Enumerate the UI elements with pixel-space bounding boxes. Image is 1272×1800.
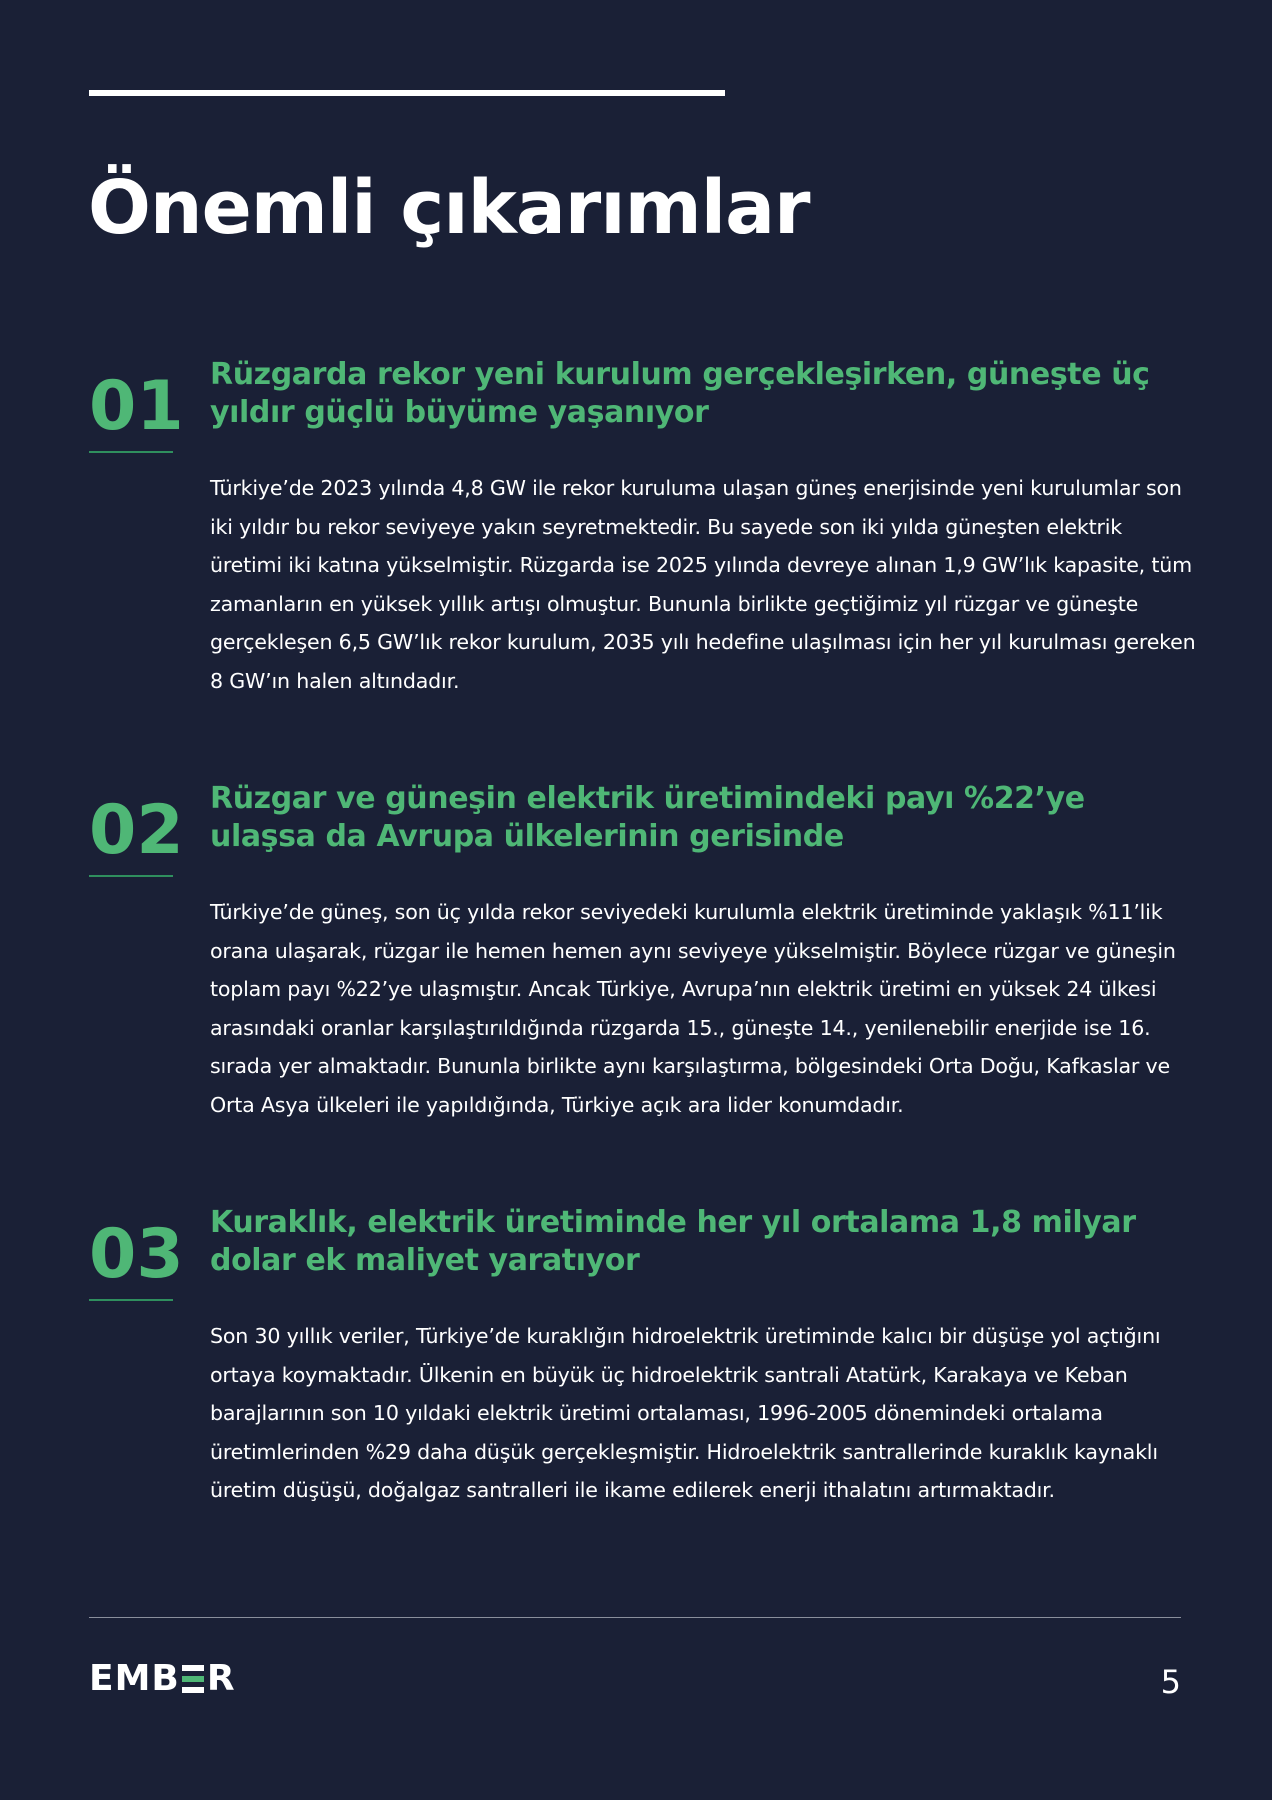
takeaway-heading: Rüzgar ve güneşin elektrik üretimindeki payı %22’ye ulaşsa da Avrupa ülkelerinin gerisinde [210, 781, 1085, 854]
takeaway-number-rule [89, 1299, 173, 1301]
page-title: Önemli çıkarımlar [88, 165, 810, 251]
takeaway-body: Son 30 yıllık veriler, Türkiye’de kuraklığın hidroelektrik üretiminde kalıcı bir düşüşe yol açtığını ortaya koymaktadır. Ülkenin en büyük üç hidroelektrik santrali Atatürk, Karakaya ve Keban barajlarının son 10 yıldaki elektrik üretimi ortalaması, 1996-2005 dönemindeki ortalama üretimlerinden %29 daha düşük gerçekleşmiştir. Hidroelektrik santrallerinde kuraklık kaynaklı üretim düşüşü, doğalgaz santralleri ile ikame edilerek enerji ithalatını artırmaktadır. [210, 1324, 1161, 1503]
takeaway-heading: Kuraklık, elektrik üretiminde her yıl ortalama 1,8 milyar dolar ek maliyet yaratıyor [210, 1205, 1136, 1278]
ember-logo [89, 1658, 236, 1699]
page-number: 5 [1160, 1663, 1181, 1701]
takeaway-number: 03 [89, 1215, 184, 1294]
footer-rule [89, 1617, 1181, 1618]
takeaway-number-rule [89, 451, 173, 453]
takeaway-heading: Rüzgarda rekor yeni kurulum gerçekleşirken, güneşte üç yıldır güçlü büyüme yaşanıyor [210, 357, 1150, 430]
logo-text-right: R [206, 1658, 236, 1699]
title-rule [89, 90, 725, 96]
takeaway-number: 02 [89, 791, 184, 870]
takeaway-number: 01 [89, 367, 184, 446]
takeaway-body: Türkiye’de 2023 yılında 4,8 GW ile rekor kuruluma ulaşan güneş enerjisinde yeni kurulumlar son iki yıldır bu rekor seviyeye yakın seyretmektedir. Bu sayede son iki yılda güneşten elektrik üretimi iki katına yükselmiştir. Rüzgarda ise 2025 yılında devreye alınan 1,9 GW’lık kapasite, tüm zamanların en yüksek yıllık artışı olmuştur. Bununla birlikte geçtiğimiz yıl rüzgar ve güneşte gerçekleşen 6,5 GW’lık rekor kurulum, 2035 yılı hedefine ulaşılması için her yıl kurulması gereken 8 GW’ın halen altındadır. [210, 476, 1196, 693]
logo-text-left: EMB [89, 1658, 180, 1699]
takeaway-number-rule [89, 875, 173, 877]
takeaway-body: Türkiye’de güneş, son üç yılda rekor seviyedeki kurulumla elektrik üretiminde yaklaşık %11’lik orana ulaşarak, rüzgar ile hemen hemen aynı seviyeye yükselmiştir. Böylece rüzgar ve güneşin toplam payı %22’ye ulaşmıştır. Ancak Türkiye, Avrupa’nın elektrik üretimi en yüksek 24 ülkesi arasındaki oranlar karşılaştırıldığında rüzgarda 15., güneşte 14., yenilenebilir enerjide ise 16. sırada yer almaktadır. Bununla birlikte aynı karşılaştırma, bölgesindeki Orta Doğu, Kafkaslar ve Orta Asya ülkeleri ile yapıldığında, Türkiye açık ara lider konumdadır. [210, 900, 1176, 1117]
logo-e-mark-icon [182, 1665, 204, 1693]
